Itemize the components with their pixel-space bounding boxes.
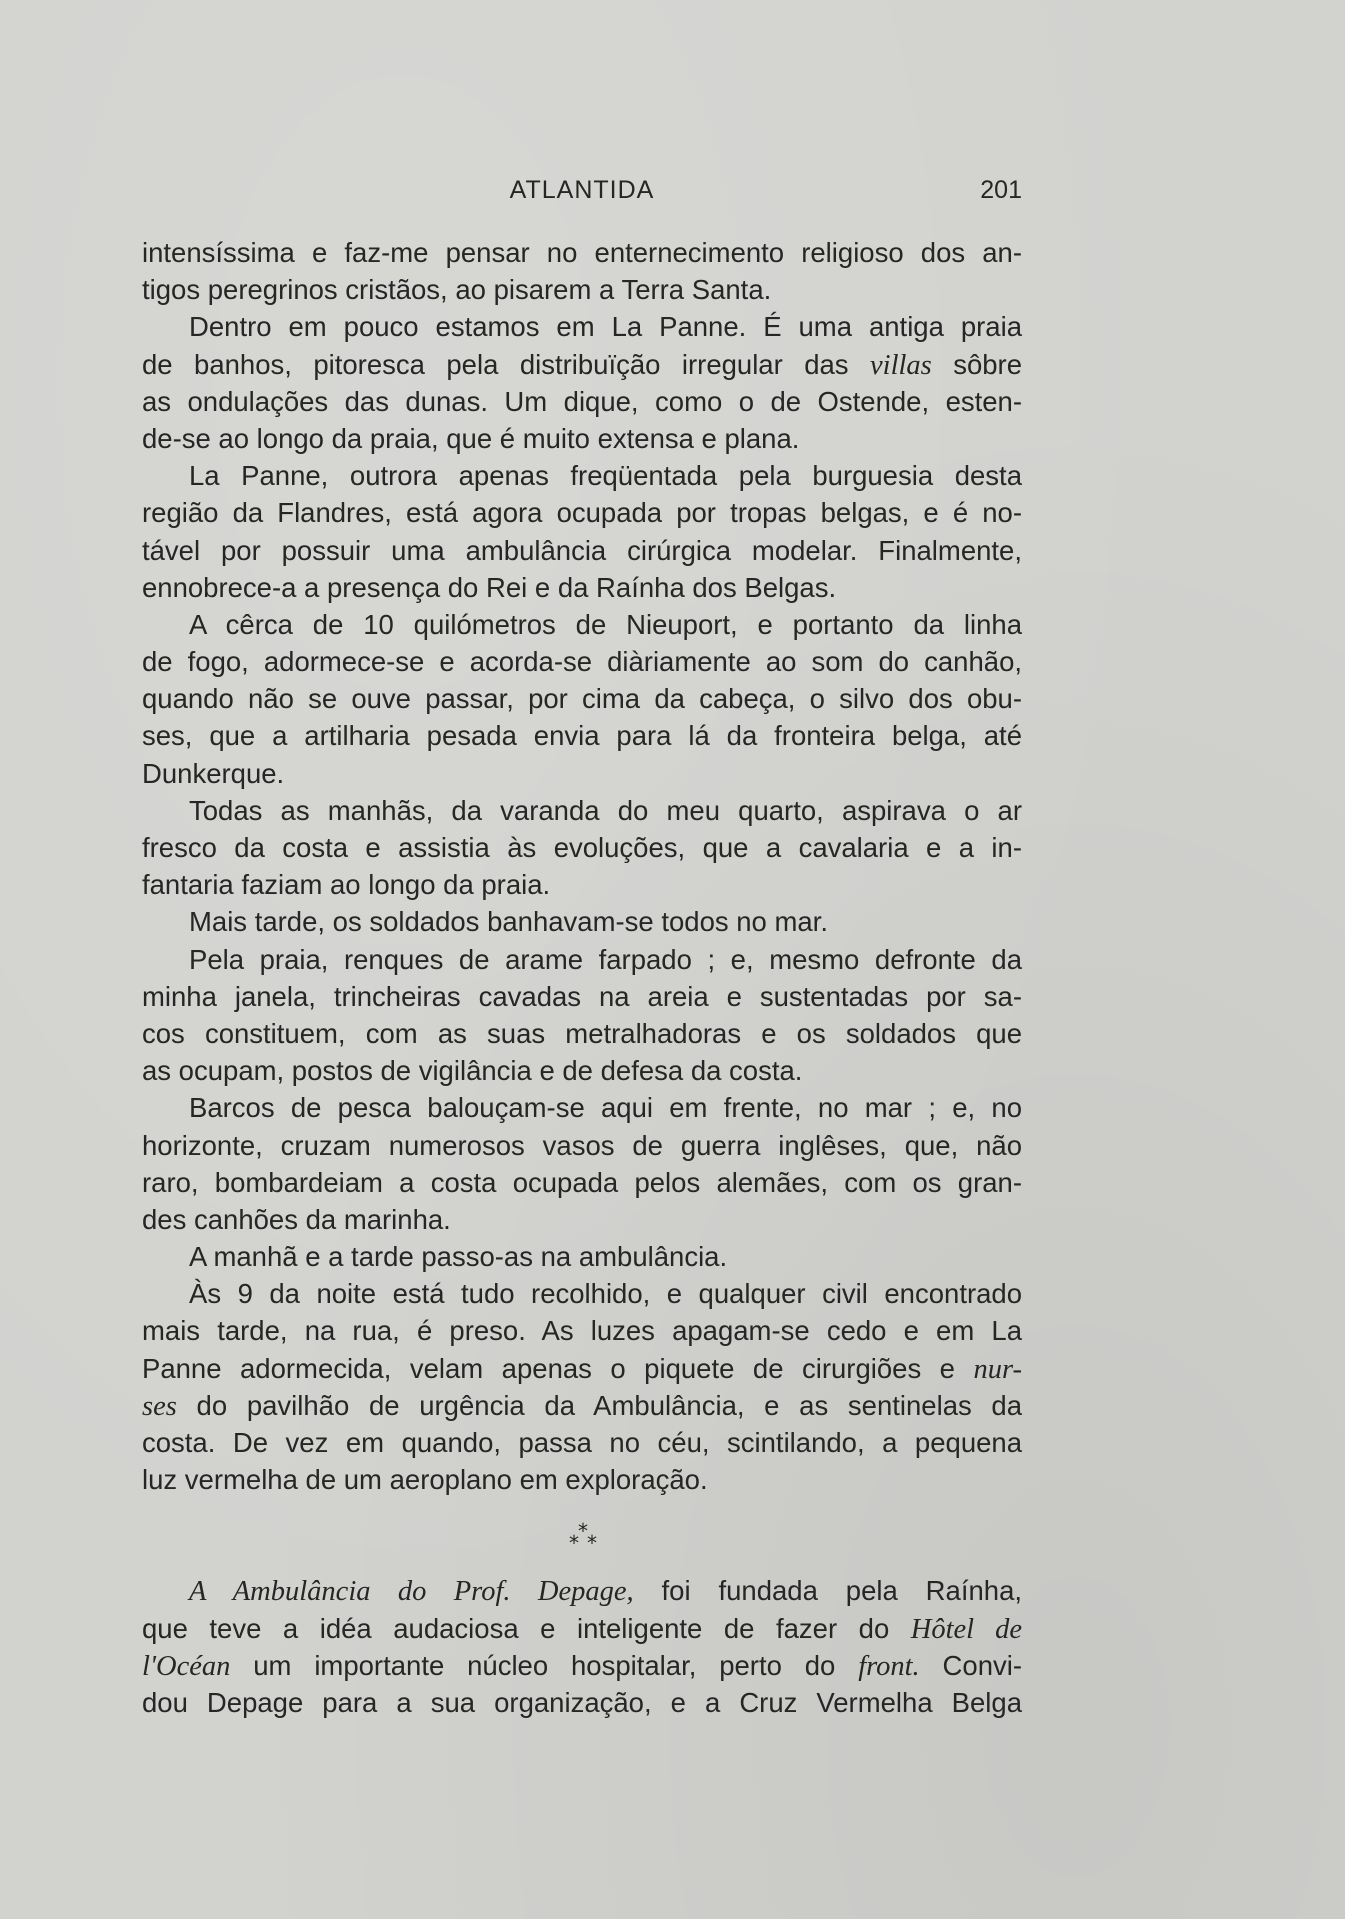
text-line: fantaria faziam ao longo da praia. — [142, 869, 551, 901]
asterisk: * — [569, 1531, 579, 1556]
text-line: A cêrca de 10 quilómetros de Nieuport, e portanto da linha — [189, 608, 1022, 640]
asterisk: * — [587, 1531, 597, 1556]
text-line: região da Flandres, está agora ocupada por tropas belgas, e é no- — [142, 497, 1022, 529]
text-line: La Panne, outrora apenas freqüentada pela burguesia desta — [189, 460, 1022, 492]
italic-text: nur- — [973, 1353, 1022, 1385]
text-line: de-se ao longo da praia, que é muito extensa e plana. — [142, 422, 800, 454]
text-run: do pavilhão de urgência da Ambulância, e as sentinelas da — [196, 1389, 1023, 1421]
italic-text: villas — [870, 349, 932, 381]
text-line: fresco da costa e assistia às evoluções, que a cavalaria e a in- — [142, 832, 1022, 863]
text-line: ses, que a artilharia pesada envia para lá da fronteira belga, até — [142, 720, 1022, 752]
text-line: as ocupam, postos de vigilância e de defesa da costa. — [142, 1055, 803, 1087]
italic-text: A Ambulância do Prof. Depage, — [189, 1576, 634, 1608]
text-line — [142, 1610, 1022, 1647]
text-line: des canhões da marinha. — [142, 1203, 451, 1235]
text-run: de banhos, pitoresca pela distribuïção irregular das — [142, 348, 849, 380]
text-line — [142, 1572, 1022, 1609]
text-run: Convi- — [942, 1649, 1023, 1681]
italic-text: ses — [142, 1390, 177, 1422]
italic-text: front. — [858, 1650, 920, 1682]
section-break-asterism — [142, 1498, 1022, 1572]
text-line: ennobrece-a a presença do Rei e da Raínha dos Belgas. — [142, 571, 837, 603]
text-run: foi fundada pela Raínha, — [661, 1575, 1023, 1607]
text-line: horizonte, cruzam numerosos vasos de guerra inglêses, que, não — [142, 1129, 1022, 1161]
text-line: mais tarde, na rua, é preso. As luzes apagam-se cedo e em La — [142, 1315, 1022, 1347]
text-line: Pela praia, renques de arame farpado ; e, mesmo defronte da — [189, 943, 1022, 975]
text-run: Panne adormecida, velam apenas o piquete de cirurgiões e — [142, 1352, 955, 1384]
italic-text: Hôtel de — [910, 1613, 1022, 1645]
text-line: A manhã e a tarde passo-as na ambulância. — [189, 1241, 728, 1273]
text-line: de fogo, adormece-se e acorda-se diàriamente ao som do canhão, — [142, 646, 1022, 678]
text-line: costa. De vez em quando, passa no céu, scintilando, a pequena — [142, 1427, 1022, 1458]
text-line: Mais tarde, os soldados banhavam-se todos no mar. — [189, 906, 828, 938]
text-line: minha janela, trincheiras cavadas na areia e sustentadas por sa- — [142, 980, 1022, 1012]
text-line — [142, 1387, 1022, 1424]
text-line: Às 9 da noite está tudo recolhido, e qualquer civil encontrado — [189, 1278, 1022, 1310]
body-text — [142, 234, 1022, 1721]
running-head — [142, 176, 1022, 216]
text-line — [142, 346, 1022, 383]
text-line — [142, 1647, 1022, 1684]
text-run: sôbre — [953, 348, 1022, 380]
text-line: intensíssima e faz-me pensar no enternecimento religioso dos an- — [142, 237, 1022, 268]
text-line: raro, bombardeiam a costa ocupada pelos alemães, com os gran- — [142, 1166, 1022, 1198]
text-line: quando não se ouve passar, por cima da cabeça, o silvo dos obu- — [142, 683, 1022, 715]
text-line: cos constituem, com as suas metralhadoras e os soldados que — [142, 1017, 1022, 1049]
asterisk: * — [578, 1519, 588, 1544]
page-number: 201 — [980, 176, 1022, 204]
text-line: Barcos de pesca balouçam-se aqui em frente, no mar ; e, no — [189, 1092, 1022, 1124]
text-line: as ondulações das dunas. Um dique, como o de Ostende, esten- — [142, 385, 1022, 417]
text-line: luz vermelha de um aeroplano em exploração. — [142, 1464, 708, 1496]
text-line: dou Depage para a sua organização, e a Cruz Vermelha Belga — [142, 1686, 1022, 1718]
text-run: que teve a idéa audaciosa e inteligente de fazer do — [142, 1612, 890, 1644]
text-line: Dunkerque. — [142, 757, 285, 789]
running-title: ATLANTIDA — [509, 176, 655, 204]
text-line — [142, 1350, 1022, 1387]
text-line: tigos peregrinos cristãos, ao pisarem a Terra Santa. — [142, 274, 772, 306]
text-line: Dentro em pouco estamos em La Panne. É uma antiga praia — [189, 311, 1022, 343]
text-line: Todas as manhãs, da varanda do meu quarto, aspirava o ar — [189, 794, 1022, 826]
text-line: tável por possuir uma ambulância cirúrgica modelar. Finalmente, — [142, 534, 1022, 566]
italic-text: l'Océan — [142, 1650, 231, 1682]
text-run: um importante núcleo hospitalar, perto do — [253, 1649, 836, 1681]
